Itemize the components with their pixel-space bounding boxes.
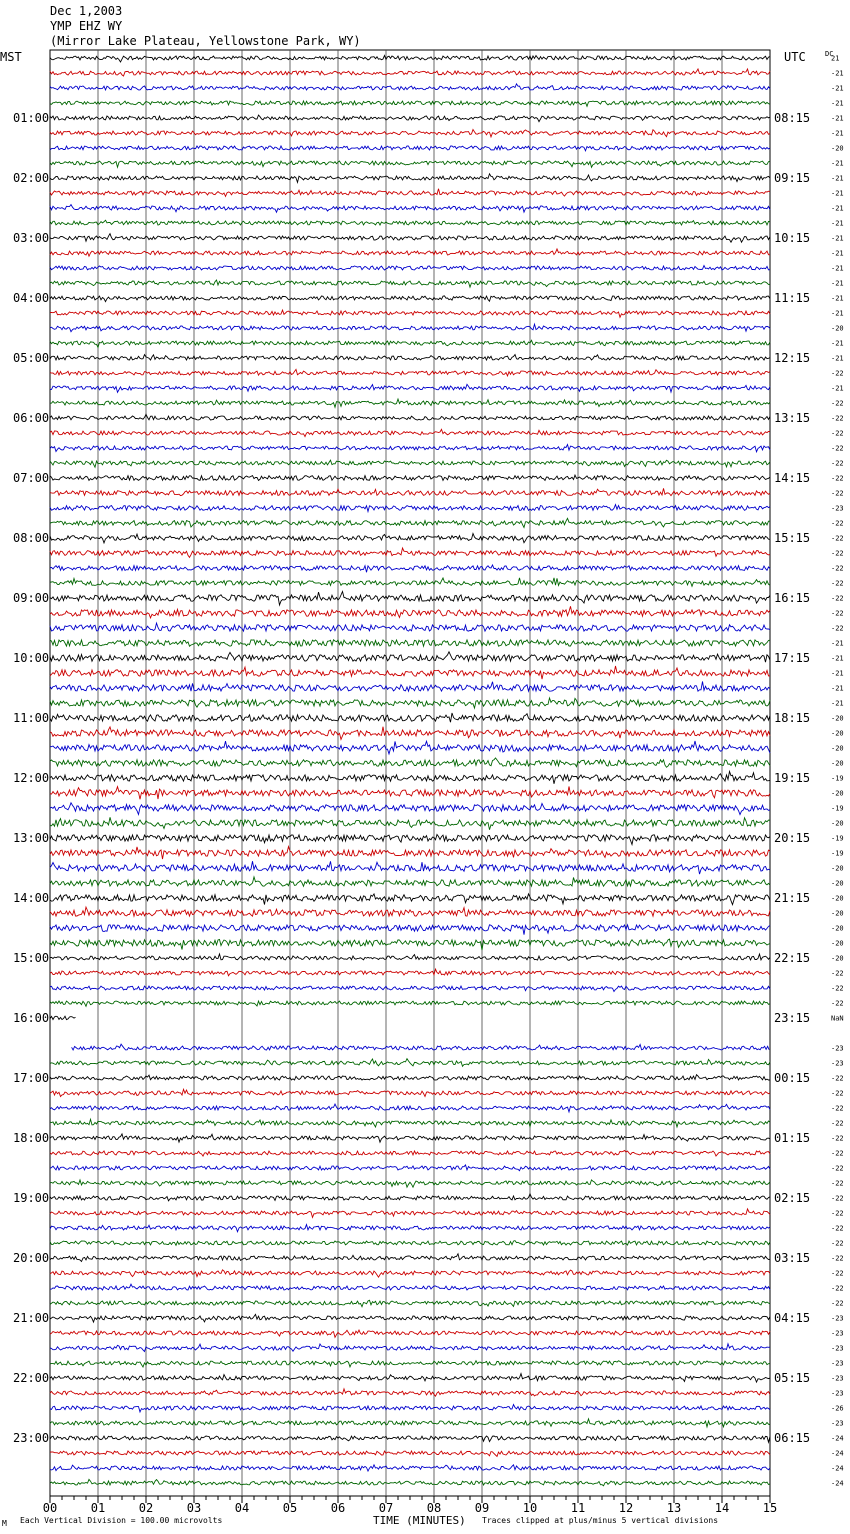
trace-line xyxy=(50,758,770,767)
trace-line xyxy=(50,534,770,543)
dc-offset-label: -22 xyxy=(831,1134,844,1143)
dc-offset-label: -21 xyxy=(831,684,844,693)
trace-line xyxy=(50,369,770,376)
trace-line xyxy=(50,130,770,137)
dc-offset-label: -20 xyxy=(831,714,844,723)
trace-line xyxy=(50,1209,770,1218)
trace-line xyxy=(50,640,770,646)
left-hour-label: 18:00 xyxy=(13,1131,50,1145)
trace-line xyxy=(50,835,770,845)
trace-line xyxy=(50,1270,770,1277)
trace-line xyxy=(50,565,770,572)
trace-line xyxy=(50,1465,770,1471)
right-hour-label: 03:15 xyxy=(774,1251,811,1265)
left-hour-label: 12:00 xyxy=(13,771,50,785)
dc-offset-label: -22 xyxy=(831,549,844,558)
dc-offset-label: -26 xyxy=(831,1404,844,1413)
dc-offset-label: -24 xyxy=(831,1449,844,1458)
trace-line xyxy=(50,548,770,557)
trace-line xyxy=(50,1151,770,1157)
trace-line xyxy=(50,249,770,256)
dc-offset-label: -20 xyxy=(831,894,844,903)
dc-offset-label: -23 xyxy=(831,1044,844,1053)
trace-line xyxy=(50,399,770,407)
left-hour-label: 10:00 xyxy=(13,651,50,665)
dc-offset-label: -19 xyxy=(831,834,844,843)
trace-line xyxy=(50,606,770,618)
trace-line xyxy=(50,1330,770,1337)
dc-offset-label: -19 xyxy=(831,849,844,858)
trace-line xyxy=(50,460,770,467)
trace-line xyxy=(50,803,770,815)
trace-line xyxy=(50,115,770,122)
footer-clip-note: Traces clipped at plus/minus 5 vertical divisions xyxy=(482,1516,719,1525)
right-hour-label: 06:15 xyxy=(774,1431,811,1445)
trace-line xyxy=(50,324,770,332)
left-hour-label: 06:00 xyxy=(13,411,50,425)
dc-offset-label: -24 xyxy=(831,1434,844,1443)
x-tick-label: 04 xyxy=(234,1501,250,1515)
dc-offset-label: -22 xyxy=(831,534,844,543)
left-hour-label: 07:00 xyxy=(13,471,50,485)
header-date: Dec 1,2003 xyxy=(50,4,123,18)
trace-line xyxy=(50,280,770,287)
dc-offset-label: -20 xyxy=(831,759,844,768)
x-tick-label: 12 xyxy=(618,1501,634,1515)
dc-offset-label: -22 xyxy=(831,999,844,1008)
trace-line xyxy=(50,877,770,886)
dc-offset-label: -21 xyxy=(831,234,844,243)
dc-offset-label: -23 xyxy=(831,1314,844,1323)
dc-offset-label: -21 xyxy=(831,279,844,288)
left-axis-label: MST xyxy=(0,50,22,64)
dc-offset-label: -23 xyxy=(831,1059,844,1068)
dc-offset-label: -21 xyxy=(831,219,844,228)
left-hour-label: 15:00 xyxy=(13,951,50,965)
x-tick-label: 07 xyxy=(378,1501,394,1515)
dc-offset-label: -21 xyxy=(831,264,844,273)
dc-offset-label: -20 xyxy=(831,144,844,153)
trace-line xyxy=(50,578,770,587)
trace-line xyxy=(50,592,770,606)
dc-offset-label: -22 xyxy=(831,564,844,573)
trace-line xyxy=(50,161,770,167)
dc-offset-label: -22 xyxy=(831,1074,844,1083)
dc-offset-label: -23 xyxy=(831,1329,844,1338)
trace-line xyxy=(50,1165,770,1171)
dc-offset-label: -22 xyxy=(831,1209,844,1218)
dc-offset-label: -20 xyxy=(831,819,844,828)
x-tick-label: 13 xyxy=(666,1501,682,1515)
right-hour-label: 02:15 xyxy=(774,1191,811,1205)
dc-offset-label: 21 xyxy=(831,54,840,63)
trace-line xyxy=(50,1001,770,1006)
right-hour-label: 22:15 xyxy=(774,951,811,965)
left-hour-label: 04:00 xyxy=(13,291,50,305)
right-hour-label: 08:15 xyxy=(774,111,811,125)
dc-offset-label: -22 xyxy=(831,609,844,618)
dc-offset-label: -23 xyxy=(831,1374,844,1383)
trace-line xyxy=(50,56,770,63)
left-hour-label: 02:00 xyxy=(13,171,50,185)
dc-offset-label: -22 xyxy=(831,984,844,993)
x-tick-label: 00 xyxy=(42,1501,58,1515)
dc-offset-label: -22 xyxy=(831,1089,844,1098)
dc-offset-label: -22 xyxy=(831,474,844,483)
trace-line xyxy=(50,414,770,420)
dc-offset-label: -22 xyxy=(831,1284,844,1293)
trace-line xyxy=(50,340,770,347)
trace-line xyxy=(50,1314,770,1322)
dc-offset-label: -20 xyxy=(831,879,844,888)
dc-offset-label: -19 xyxy=(831,804,844,813)
trace-line xyxy=(50,69,770,76)
dc-offset-label: -22 xyxy=(831,1239,844,1248)
trace-line xyxy=(50,1119,770,1127)
right-hour-label: 05:15 xyxy=(774,1371,811,1385)
left-hour-label: 23:00 xyxy=(13,1431,50,1445)
trace-line xyxy=(50,1016,76,1019)
dc-offset-label: -21 xyxy=(831,639,844,648)
dc-offset-label: -22 xyxy=(831,459,844,468)
trace-line xyxy=(50,1344,770,1352)
trace-line xyxy=(50,1225,770,1232)
trace-line xyxy=(50,1180,770,1187)
dc-offset-label: -21 xyxy=(831,84,844,93)
trace-line xyxy=(50,146,770,151)
trace-line xyxy=(50,698,770,708)
dc-offset-label: -22 xyxy=(831,1119,844,1128)
x-tick-label: 14 xyxy=(714,1501,730,1515)
dc-offset-label: -24 xyxy=(831,1479,844,1488)
x-tick-label: 09 xyxy=(474,1501,490,1515)
dc-offset-label: -21 xyxy=(831,384,844,393)
left-hour-label: 17:00 xyxy=(13,1071,50,1085)
dc-offset-label: -22 xyxy=(831,1254,844,1263)
trace-line xyxy=(50,1361,770,1367)
x-tick-label: 01 xyxy=(90,1501,106,1515)
header-location: (Mirror Lake Plateau, Yellowstone Park, WY) xyxy=(50,34,361,48)
dc-offset-label: -20 xyxy=(831,744,844,753)
x-axis-label: TIME (MINUTES) xyxy=(373,1514,466,1527)
dc-offset-label: -21 xyxy=(831,159,844,168)
dc-offset-label: -21 xyxy=(831,69,844,78)
dc-offset-label: -21 xyxy=(831,354,844,363)
right-hour-label: 10:15 xyxy=(774,231,811,245)
dc-offset-label: -22 xyxy=(831,414,844,423)
trace-line xyxy=(50,505,770,512)
dc-offset-label: -22 xyxy=(831,594,844,603)
trace-line xyxy=(50,847,770,860)
x-tick-label: 08 xyxy=(426,1501,442,1515)
trace-line xyxy=(50,727,770,740)
right-hour-label: 23:15 xyxy=(774,1011,811,1025)
trace-line xyxy=(50,1389,770,1396)
dc-offset-label: -22 xyxy=(831,489,844,498)
trace-line xyxy=(50,1419,770,1427)
trace-line xyxy=(50,652,770,662)
trace-line xyxy=(50,939,770,950)
dc-offset-label: -22 xyxy=(831,1269,844,1278)
dc-offset-label: -22 xyxy=(831,429,844,438)
trace-line xyxy=(50,925,770,935)
dc-offset-label: -21 xyxy=(831,189,844,198)
right-hour-label: 16:15 xyxy=(774,591,811,605)
left-hour-label: 16:00 xyxy=(13,1011,50,1025)
left-hour-label: 22:00 xyxy=(13,1371,50,1385)
right-hour-label: 12:15 xyxy=(774,351,811,365)
dc-offset-label: -24 xyxy=(831,1464,844,1473)
right-hour-label: 20:15 xyxy=(774,831,811,845)
trace-line xyxy=(50,220,770,225)
trace-line xyxy=(50,894,770,905)
trace-line xyxy=(50,429,770,436)
right-hour-label: 09:15 xyxy=(774,171,811,185)
trace-line xyxy=(50,1300,770,1306)
x-tick-label: 15 xyxy=(762,1501,778,1515)
trace-line xyxy=(50,772,770,784)
dc-offset-label: -23 xyxy=(831,1359,844,1368)
left-hour-label: 21:00 xyxy=(13,1311,50,1325)
left-hour-label: 08:00 xyxy=(13,531,50,545)
dc-offset-label: -21 xyxy=(831,129,844,138)
left-hour-label: 09:00 xyxy=(13,591,50,605)
dc-offset-label: -22 xyxy=(831,1179,844,1188)
trace-line xyxy=(50,1059,770,1067)
right-hour-label: 13:15 xyxy=(774,411,811,425)
trace-line xyxy=(50,1075,770,1080)
left-hour-label: 13:00 xyxy=(13,831,50,845)
dc-offset-label: -20 xyxy=(831,864,844,873)
dc-offset-label: -21 xyxy=(831,309,844,318)
dc-offset-label: -21 xyxy=(831,699,844,708)
trace-line xyxy=(50,384,770,392)
dc-offset-label: -23 xyxy=(831,1344,844,1353)
trace-line xyxy=(50,205,770,213)
right-hour-label: 15:15 xyxy=(774,531,811,545)
right-hour-label: 01:15 xyxy=(774,1131,811,1145)
trace-line xyxy=(50,986,770,992)
x-tick-label: 02 xyxy=(138,1501,154,1515)
trace-line xyxy=(50,1405,770,1412)
trace-line xyxy=(50,1254,770,1262)
dc-offset-label: -22 xyxy=(831,579,844,588)
dc-offset-label: -22 xyxy=(831,1299,844,1308)
trace-line xyxy=(50,518,770,527)
trace-line xyxy=(50,189,770,197)
x-tick-label: 11 xyxy=(570,1501,586,1515)
trace-line xyxy=(50,623,770,631)
trace-line xyxy=(50,954,770,961)
trace-line xyxy=(50,475,770,480)
left-hour-label: 05:00 xyxy=(13,351,50,365)
dc-offset-label: -21 xyxy=(831,669,844,678)
dc-offset-label: -20 xyxy=(831,939,844,948)
header-station: YMP EHZ WY xyxy=(50,19,123,33)
dc-offset-label: NaN xyxy=(831,1014,844,1023)
dc-offset-label: -23 xyxy=(831,1389,844,1398)
trace-line xyxy=(50,817,770,829)
trace-line xyxy=(50,861,770,874)
dc-offset-label: -20 xyxy=(831,789,844,798)
dc-offset-label: -21 xyxy=(831,294,844,303)
left-hour-label: 11:00 xyxy=(13,711,50,725)
x-tick-label: 06 xyxy=(330,1501,346,1515)
trace-line xyxy=(50,787,770,800)
trace-line xyxy=(50,969,770,976)
left-hour-label: 03:00 xyxy=(13,231,50,245)
trace-line xyxy=(50,101,770,106)
trace-line xyxy=(50,1241,770,1246)
dc-offset-label: -21 xyxy=(831,114,844,123)
right-hour-label: 00:15 xyxy=(774,1071,811,1085)
trace-line xyxy=(50,296,770,302)
dc-offset-label: -22 xyxy=(831,1149,844,1158)
dc-offset-label: -22 xyxy=(831,1104,844,1113)
dc-offset-label: -22 xyxy=(831,399,844,408)
dc-label: DC xyxy=(825,50,834,58)
trace-line xyxy=(50,84,770,91)
dc-offset-label: -22 xyxy=(831,1164,844,1173)
dc-offset-label: -22 xyxy=(831,444,844,453)
dc-offset-label: -21 xyxy=(831,654,844,663)
trace-line xyxy=(72,1044,770,1050)
right-axis-label: UTC xyxy=(784,50,806,64)
dc-offset-label: -22 xyxy=(831,369,844,378)
trace-line xyxy=(50,1451,770,1456)
dc-offset-label: -21 xyxy=(831,174,844,183)
trace-line xyxy=(50,310,770,317)
dc-offset-label: -22 xyxy=(831,969,844,978)
dc-offset-label: -19 xyxy=(831,774,844,783)
left-hour-label: 14:00 xyxy=(13,891,50,905)
dc-offset-label: -22 xyxy=(831,519,844,528)
dc-offset-label: -22 xyxy=(831,1224,844,1233)
right-hour-label: 11:15 xyxy=(774,291,811,305)
trace-line xyxy=(50,1194,770,1201)
dc-offset-label: -21 xyxy=(831,339,844,348)
dc-offset-label: -23 xyxy=(831,504,844,513)
trace-line xyxy=(50,266,770,270)
right-hour-label: 21:15 xyxy=(774,891,811,905)
dc-offset-label: -20 xyxy=(831,324,844,333)
trace-line xyxy=(50,907,770,916)
left-hour-label: 19:00 xyxy=(13,1191,50,1205)
trace-line xyxy=(50,1104,770,1112)
dc-offset-label: -21 xyxy=(831,99,844,108)
right-hour-label: 17:15 xyxy=(774,651,811,665)
right-hour-label: 14:15 xyxy=(774,471,811,485)
dc-offset-label: -23 xyxy=(831,1419,844,1428)
trace-line xyxy=(50,1284,770,1290)
trace-line xyxy=(50,666,770,679)
dc-offset-label: -20 xyxy=(831,909,844,918)
trace-line xyxy=(50,713,770,722)
dc-offset-label: -20 xyxy=(831,729,844,738)
trace-line xyxy=(50,445,770,452)
trace-line xyxy=(50,1089,770,1096)
dc-offset-label: -22 xyxy=(831,1194,844,1203)
dc-offset-label: -21 xyxy=(831,249,844,258)
dc-offset-label: -20 xyxy=(831,924,844,933)
dc-offset-label: -21 xyxy=(831,204,844,213)
trace-line xyxy=(50,174,770,183)
trace-line xyxy=(50,488,770,495)
left-hour-label: 20:00 xyxy=(13,1251,50,1265)
x-tick-label: 10 xyxy=(522,1501,538,1515)
trace-line xyxy=(50,1479,770,1485)
dc-offset-label: -22 xyxy=(831,624,844,633)
dc-offset-label: -20 xyxy=(831,954,844,963)
trace-line xyxy=(50,1436,770,1442)
trace-line xyxy=(50,1374,770,1383)
x-tick-label: 05 xyxy=(282,1501,298,1515)
right-hour-label: 18:15 xyxy=(774,711,811,725)
trace-line xyxy=(50,355,770,360)
trace-line xyxy=(50,741,770,754)
footer-division-note: Each Vertical Division = 100.00 microvolts xyxy=(20,1516,223,1525)
right-hour-label: 04:15 xyxy=(774,1311,811,1325)
footer-mark: M xyxy=(2,1519,7,1528)
trace-line xyxy=(50,234,770,243)
trace-line xyxy=(50,1134,770,1142)
right-hour-label: 19:15 xyxy=(774,771,811,785)
left-hour-label: 01:00 xyxy=(13,111,50,125)
trace-line xyxy=(50,681,770,691)
x-tick-label: 03 xyxy=(186,1501,202,1515)
